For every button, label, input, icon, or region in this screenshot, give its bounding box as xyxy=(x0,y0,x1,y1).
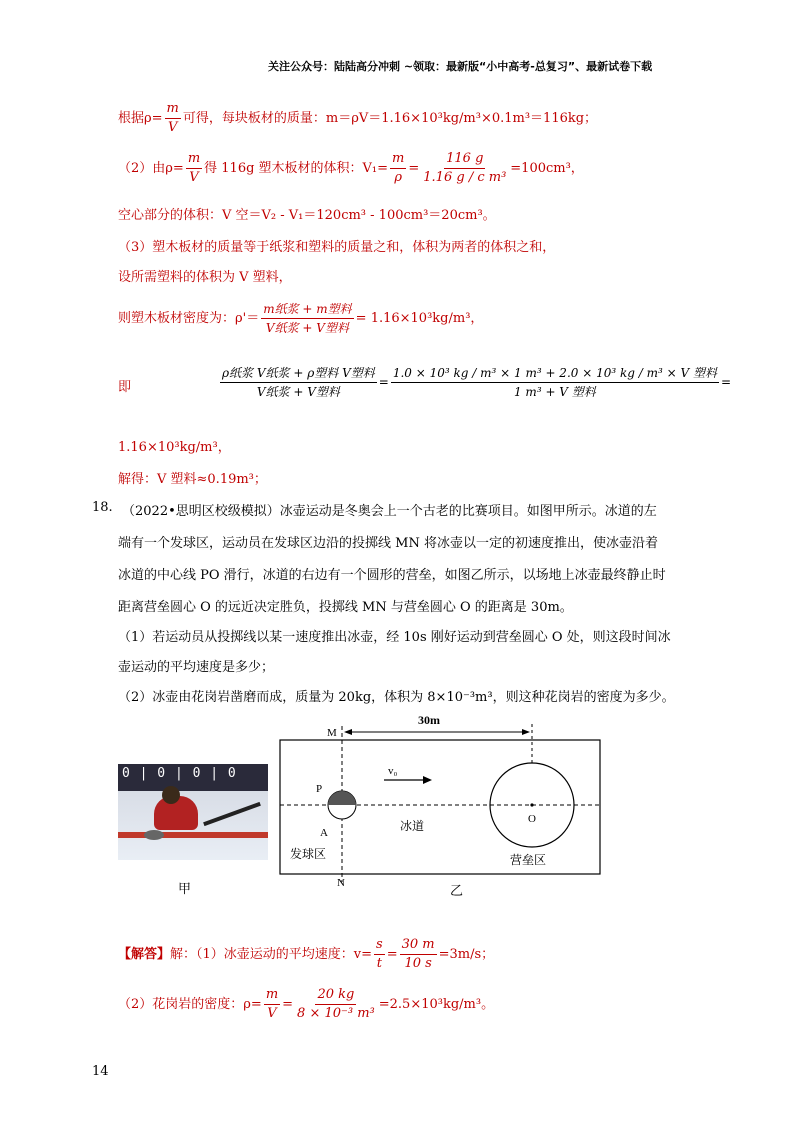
page-header: 关注公众号：陆陆高分冲刺 ~领取：最新版“小中高考-总复习”、最新试卷下载 xyxy=(268,60,653,73)
question-number: 18. xyxy=(92,500,113,515)
solution-line-3: 空心部分的体积：V 空＝V₂ - V₁＝120cm³ - 100cm³＝20cm³。 xyxy=(118,208,496,223)
curling-stone-shade xyxy=(328,791,356,805)
question-sub-2: （2）冰壶由花岗岩凿磨而成，质量为 20kg，体积为 8×10⁻³m³，则这种花岗岩的密度为多少。 xyxy=(118,690,675,705)
solution-line-7 xyxy=(218,364,731,401)
fraction-denominator: 8 × 10⁻³ m³ xyxy=(297,1006,375,1021)
question-sub-1a: （1）若运动员从投掷线以某一速度推出冰壶，经 10s 刚好运动到营垒圆心 O 处，则这段时间冰 xyxy=(118,630,671,645)
text: = xyxy=(378,375,389,389)
text: = xyxy=(386,947,398,962)
fraction-numerator: 30 m xyxy=(400,936,437,955)
photo-caption: 甲 xyxy=(178,882,192,897)
solution-line-9: 解得：V 塑料≈0.19m³； xyxy=(118,472,267,487)
text: 得 116g 塑木板材的体积：V₁= xyxy=(204,161,389,176)
answer-tag: 【解答】 xyxy=(118,947,171,962)
distance-arrow-right-head xyxy=(522,729,530,735)
text: 则塑木板材密度为：ρ'＝ xyxy=(118,311,260,326)
text: = xyxy=(408,161,420,176)
text: = 1.16×10³kg/m³， xyxy=(355,311,484,326)
solution-line-8: 1.16×10³kg/m³， xyxy=(118,440,231,455)
curling-photo xyxy=(118,764,268,860)
curling-diagram xyxy=(276,706,606,886)
fraction-denominator: 1 m³ + V 塑料 xyxy=(513,385,596,399)
text: （2）由ρ= xyxy=(118,161,184,176)
question-para-3: 冰道的中心线 PO 滑行，冰道的右边有一个圆形的营垒，如图乙所示，以场地上冰壶最终静止时 xyxy=(118,568,666,583)
text: = xyxy=(282,997,294,1012)
text: 根据ρ= xyxy=(118,111,163,126)
fraction-denominator: V纸浆 + V塑料 xyxy=(265,321,349,335)
text: = xyxy=(720,375,732,389)
answer-line-2 xyxy=(118,986,494,1023)
fraction-numerator: m xyxy=(264,986,280,1005)
house-center-O xyxy=(530,803,533,806)
fraction-numerator: ρ纸浆 V纸浆 + ρ塑料 V塑料 xyxy=(220,364,377,383)
diagram-caption: 乙 xyxy=(450,884,464,899)
fraction-numerator: s xyxy=(374,936,385,955)
photo-red-band xyxy=(118,832,268,838)
photo-scoreboard: 0 | 0 | 0 | 0 xyxy=(122,766,237,781)
fraction-denominator: V xyxy=(267,1006,277,1021)
question-para-1: （2022•思明区校级模拟）冰壶运动是冬奥会上一个古老的比赛项目。如图甲所示。冰道的左 xyxy=(122,504,657,519)
label-A: A xyxy=(320,827,328,839)
label-v0: v₀ xyxy=(388,765,398,777)
text: =100cm³， xyxy=(510,161,584,176)
label-P: P xyxy=(316,783,323,795)
text: 解：（1）冰壶运动的平均速度：v= xyxy=(170,947,373,962)
fraction-denominator: 1.16 g / c m³ xyxy=(423,170,507,185)
solution-line-1 xyxy=(118,100,597,137)
photo-athlete-head xyxy=(162,786,180,804)
label-M: M xyxy=(327,727,337,739)
fraction-numerator: 20 kg xyxy=(315,986,356,1005)
label-house-zone: 营垒区 xyxy=(510,853,547,867)
question-sub-1b: 壶运动的平均速度是多少； xyxy=(118,660,275,675)
solution-line-4: （3）塑木板材的质量等于纸浆和塑料的质量之和，体积为两者的体积之和， xyxy=(118,240,556,255)
fraction-denominator: V纸浆 + V塑料 xyxy=(256,385,340,399)
distance-arrow-left-head xyxy=(344,729,352,735)
fraction-denominator: V xyxy=(168,120,178,135)
page-number: 14 xyxy=(92,1064,109,1079)
question-para-2: 端有一个发球区，运动员在发球区边沿的投掷线 MN 将冰壶以一定的初速度推出，使冰壶沿着 xyxy=(118,536,658,551)
fraction-numerator: m xyxy=(390,150,406,169)
fraction-denominator: t xyxy=(376,956,382,971)
text: =3m/s； xyxy=(438,947,495,962)
label-distance: 30m xyxy=(418,713,440,727)
label-start-zone: 发球区 xyxy=(290,847,327,861)
fraction-numerator: m xyxy=(165,100,181,119)
photo-broom xyxy=(203,802,261,826)
fraction-numerator: 116 g xyxy=(444,150,485,169)
velocity-arrow-head xyxy=(423,776,432,784)
fraction-numerator: m纸浆 + m塑料 xyxy=(261,300,353,319)
fraction-denominator: 10 s xyxy=(404,956,432,971)
answer-line-1 xyxy=(118,936,494,973)
text: 可得，每块板材的质量：m＝ρV＝1.16×10³kg/m³×0.1m³＝116kg； xyxy=(182,111,598,126)
photo-stone xyxy=(144,830,164,840)
text: （2）花岗岩的密度：ρ= xyxy=(118,997,262,1012)
question-para-4: 距离营垒圆心 O 的远近决定胜负，投掷线 MN 与营垒圆心 O 的距离是 30m。 xyxy=(118,600,573,615)
text: =2.5×10³kg/m³。 xyxy=(378,997,495,1012)
solution-line-6 xyxy=(118,300,483,337)
fraction-numerator: m xyxy=(186,150,202,169)
fraction-denominator: ρ xyxy=(394,170,403,185)
solution-line-2 xyxy=(118,150,584,187)
label-track: 冰道 xyxy=(400,819,425,833)
label-N: N xyxy=(337,877,345,886)
label-O: O xyxy=(528,813,536,825)
fraction-denominator: V xyxy=(189,170,199,185)
fraction-numerator: 1.0 × 10³ kg / m³ × 1 m³ + 2.0 × 10³ kg / m³ × V 塑料 xyxy=(391,364,719,383)
solution-line-5: 设所需塑料的体积为 V 塑料， xyxy=(118,270,292,285)
solution-line-7-label: 即 xyxy=(118,380,132,395)
